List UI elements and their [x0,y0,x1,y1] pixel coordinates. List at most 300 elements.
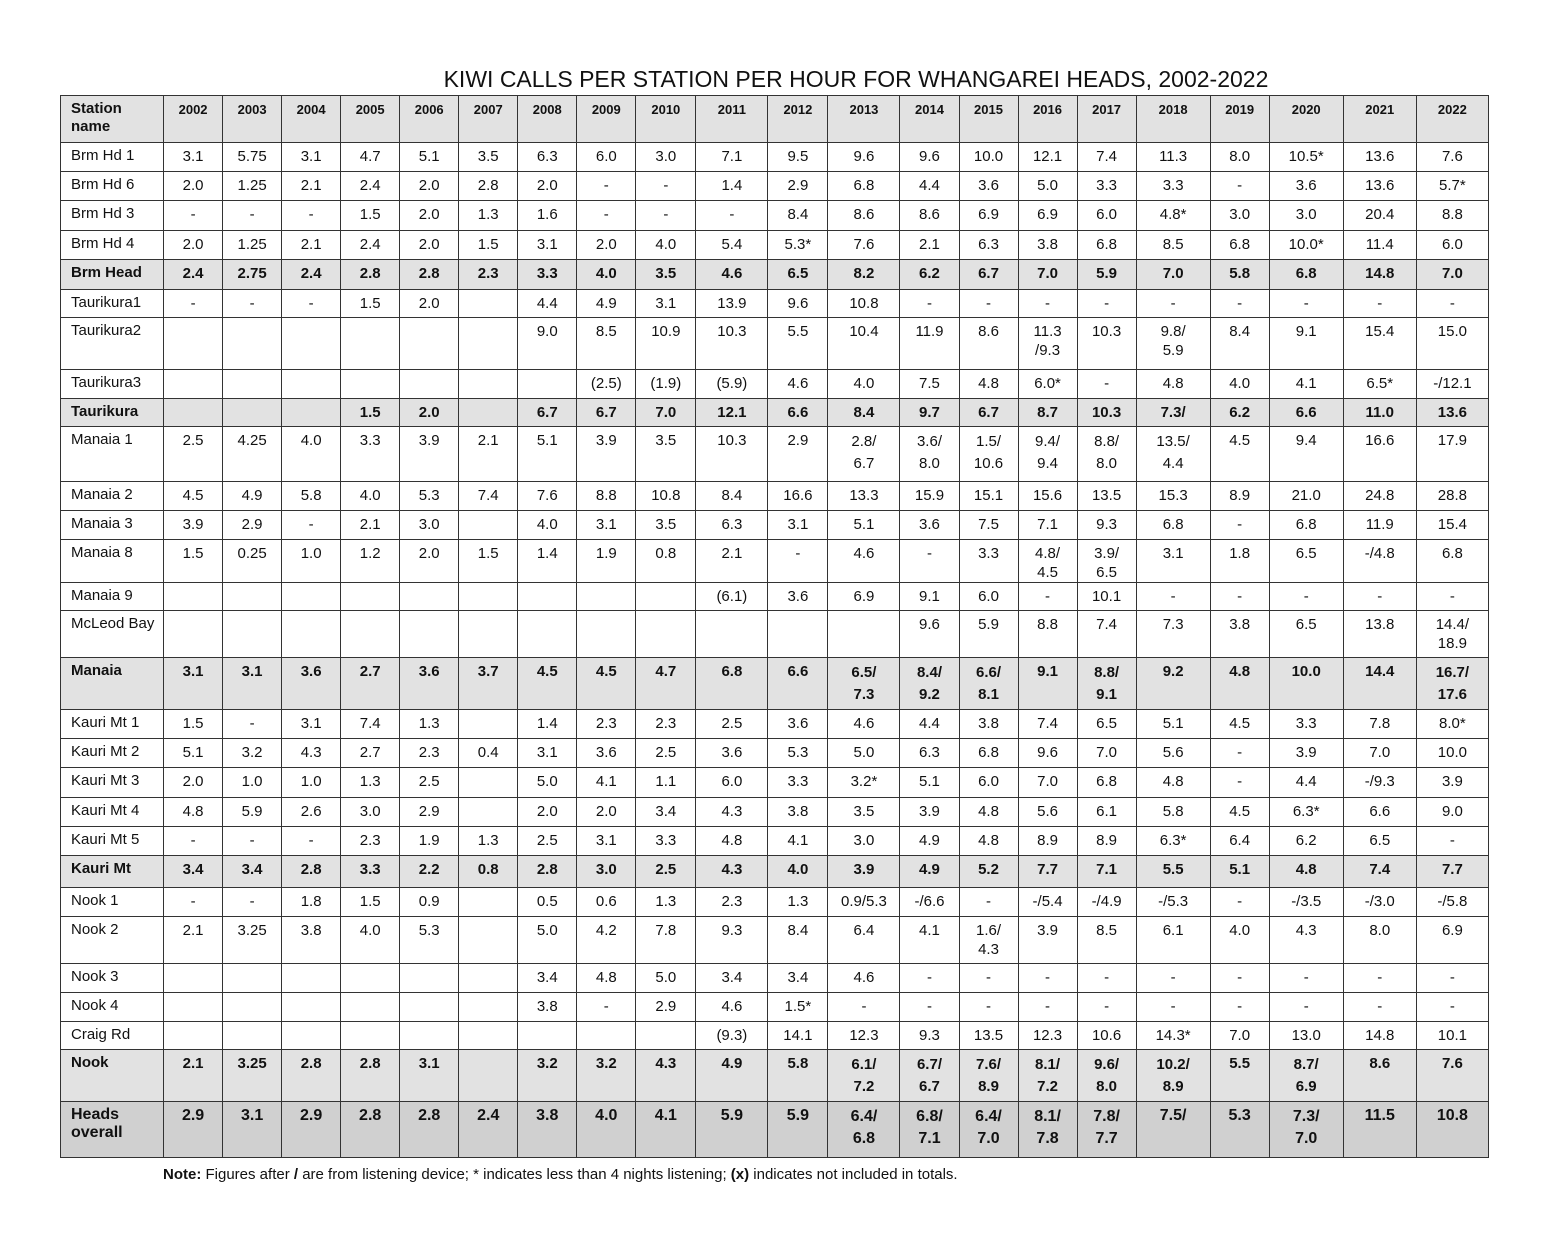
value-cell [636,583,696,611]
value-cell: 6.5 [1077,710,1136,739]
value-cell: 15.9 [900,482,959,511]
value-cell [341,583,400,611]
note-label: Note: [163,1166,202,1183]
value-cell: 2.6 [282,798,341,827]
value-cell: 5.75 [223,143,282,172]
value-cell: 3.3 [1269,710,1343,739]
value-cell: - [1077,290,1136,318]
value-cell: 3.1 [1136,540,1210,583]
station-name-cell: Taurikura2 [61,318,164,370]
value-cell: 5.3 [1210,1102,1269,1158]
value-cell: 11.0 [1343,399,1416,427]
value-cell: 9.6 [900,611,959,658]
value-cell: 1.3 [341,768,400,798]
value-cell: 13.3 [828,482,900,511]
value-cell [828,611,900,658]
value-cell [459,511,518,540]
value-cell: 3.5 [459,143,518,172]
value-cell: 8.9 [1018,827,1077,856]
value-cell: 2.1 [282,172,341,201]
value-cell: 2.3 [341,827,400,856]
value-cell: - [1077,993,1136,1022]
value-cell: 6.1/ 7.2 [828,1050,900,1102]
table-row [61,143,1489,172]
year-header: 2004 [282,96,341,143]
value-cell: - [828,993,900,1022]
value-cell: -/5.3 [1136,888,1210,917]
value-cell: 13.6 [1343,172,1416,201]
station-name-cell: Craig Rd [61,1022,164,1050]
value-cell: 2.8 [282,856,341,888]
value-cell: 13.9 [696,290,768,318]
value-cell: 4.0 [341,917,400,964]
value-cell: 3.6 [768,710,828,739]
value-cell: 2.1 [164,917,223,964]
value-cell: 4.1 [636,1102,696,1158]
note-slash: / [293,1166,299,1183]
value-cell: 6.4 [1210,827,1269,856]
year-header: 2009 [577,96,636,143]
value-cell: 6.4/ 6.8 [828,1102,900,1158]
value-cell: - [1416,964,1488,993]
value-cell: 2.9 [768,427,828,482]
value-cell: 3.3 [959,540,1018,583]
value-cell: 4.1 [1269,370,1343,399]
value-cell: 7.0 [1416,260,1488,290]
value-cell: 0.5 [518,888,577,917]
value-cell: 2.0 [164,768,223,798]
table-row [61,427,1489,482]
value-cell: 6.8 [1416,540,1488,583]
value-cell [459,370,518,399]
value-cell: 3.2 [577,1050,636,1102]
value-cell: 8.6 [900,201,959,231]
value-cell: 6.6 [1269,399,1343,427]
station-name-cell: Brm Hd 6 [61,172,164,201]
value-cell: 3.8 [518,1102,577,1158]
value-cell: 4.1 [900,917,959,964]
value-cell: 9.0 [518,318,577,370]
value-cell: 1.25 [223,231,282,260]
value-cell: 14.3* [1136,1022,1210,1050]
value-cell: 6.1 [1077,798,1136,827]
value-cell: 16.6 [1343,427,1416,482]
value-cell: 5.0 [828,739,900,768]
value-cell: 4.3 [282,739,341,768]
value-cell: 4.4 [900,710,959,739]
value-cell: 1.3 [400,710,459,739]
value-cell: 6.9 [959,201,1018,231]
value-cell: - [1210,739,1269,768]
value-cell: -/5.4 [1018,888,1077,917]
value-cell: 8.4/ 9.2 [900,658,959,710]
value-cell: - [1210,583,1269,611]
value-cell: 6.8 [1077,768,1136,798]
value-cell: 3.8 [1018,231,1077,260]
table-row [61,511,1489,540]
value-cell: 13.5 [959,1022,1018,1050]
value-cell: (2.5) [577,370,636,399]
value-cell [223,611,282,658]
value-cell: 0.4 [459,739,518,768]
value-cell: 8.8 [577,482,636,511]
value-cell: -/4.9 [1077,888,1136,917]
value-cell: 3.8 [768,798,828,827]
value-cell: 7.7 [1416,856,1488,888]
value-cell: 5.1 [1136,710,1210,739]
value-cell: 7.8/ 7.7 [1077,1102,1136,1158]
value-cell: 3.0 [636,143,696,172]
value-cell: - [1210,511,1269,540]
value-cell: 2.0 [400,172,459,201]
value-cell: 13.6 [1343,143,1416,172]
value-cell: 3.6/ 8.0 [900,427,959,482]
value-cell: 6.7 [577,399,636,427]
note-text-3: indicates not included in totals. [749,1166,958,1183]
value-cell: 7.6 [828,231,900,260]
value-cell: 8.4 [828,399,900,427]
value-cell: -/6.6 [900,888,959,917]
value-cell: 3.6 [577,739,636,768]
value-cell: 3.25 [223,1050,282,1102]
value-cell: 8.5 [577,318,636,370]
value-cell: 7.4 [1077,143,1136,172]
value-cell: 4.5 [577,658,636,710]
value-cell: 15.4 [1416,511,1488,540]
value-cell: 10.4 [828,318,900,370]
value-cell: 1.5 [341,888,400,917]
value-cell: 3.3 [341,427,400,482]
value-cell: 4.3 [1269,917,1343,964]
value-cell: 6.8 [696,658,768,710]
value-cell: 2.8 [459,172,518,201]
value-cell: 8.4 [768,917,828,964]
value-cell: 4.5 [1210,427,1269,482]
value-cell: 5.0 [518,917,577,964]
value-cell: 3.3 [1077,172,1136,201]
table-row [61,964,1489,993]
station-name-cell: Kauri Mt 5 [61,827,164,856]
value-cell: 3.3 [518,260,577,290]
value-cell [459,583,518,611]
value-cell: 2.0 [400,231,459,260]
year-header: 2006 [400,96,459,143]
value-cell: 5.9 [223,798,282,827]
value-cell [164,611,223,658]
value-cell: (1.9) [636,370,696,399]
value-cell: 2.4 [341,231,400,260]
table-row [61,201,1489,231]
value-cell: 1.0 [282,768,341,798]
value-cell: 6.6/ 8.1 [959,658,1018,710]
table-row [61,768,1489,798]
value-cell: -/12.1 [1416,370,1488,399]
value-cell: 5.1 [900,768,959,798]
value-cell: 8.1/ 7.2 [1018,1050,1077,1102]
value-cell: 6.0 [696,768,768,798]
station-name-cell: Manaia 9 [61,583,164,611]
value-cell: 4.0 [341,482,400,511]
value-cell: 5.6 [1018,798,1077,827]
value-cell: 8.9 [1210,482,1269,511]
value-cell: 7.0 [1136,260,1210,290]
value-cell: 6.4/ 7.0 [959,1102,1018,1158]
value-cell: 1.3 [636,888,696,917]
value-cell: - [1416,827,1488,856]
value-cell: 1.8 [282,888,341,917]
value-cell: 3.6 [400,658,459,710]
value-cell: 4.8 [959,370,1018,399]
station-name-cell: Manaia 1 [61,427,164,482]
value-cell: 2.75 [223,260,282,290]
value-cell: 5.8 [1136,798,1210,827]
station-name-cell: Manaia [61,658,164,710]
value-cell: 3.9 [577,427,636,482]
overall-row [61,1102,1489,1158]
value-cell: 8.7/ 6.9 [1269,1050,1343,1102]
table-row [61,827,1489,856]
value-cell: 3.6 [959,172,1018,201]
value-cell: 4.5 [1210,710,1269,739]
value-cell: - [1343,993,1416,1022]
value-cell: 7.4 [341,710,400,739]
value-cell: 3.6 [1269,172,1343,201]
value-cell: 4.7 [636,658,696,710]
value-cell: 10.8 [828,290,900,318]
station-name-cell: Kauri Mt [61,856,164,888]
value-cell: 4.8 [959,827,1018,856]
value-cell: 5.0 [636,964,696,993]
value-cell: 6.0 [577,143,636,172]
value-cell: 10.3 [696,427,768,482]
value-cell: 5.1 [828,511,900,540]
value-cell: 6.8/ 7.1 [900,1102,959,1158]
value-cell: 2.0 [518,172,577,201]
value-cell: 14.8 [1343,260,1416,290]
value-cell: 16.7/ 17.6 [1416,658,1488,710]
value-cell: 3.1 [282,143,341,172]
value-cell: 1.5 [459,540,518,583]
value-cell: 2.5 [636,739,696,768]
value-cell: 6.0 [959,583,1018,611]
value-cell [696,611,768,658]
year-header: 2015 [959,96,1018,143]
value-cell: 7.5/ [1136,1102,1210,1158]
value-cell [400,993,459,1022]
value-cell [636,611,696,658]
value-cell: 3.4 [223,856,282,888]
value-cell: - [282,201,341,231]
value-cell: 7.0 [1343,739,1416,768]
value-cell [768,611,828,658]
value-cell: - [900,964,959,993]
value-cell: 4.6 [828,964,900,993]
value-cell: 4.8 [1269,856,1343,888]
value-cell [164,1022,223,1050]
value-cell: - [1416,583,1488,611]
value-cell: 6.5 [1269,611,1343,658]
value-cell: - [900,540,959,583]
value-cell: 6.0* [1018,370,1077,399]
value-cell: 6.5 [1343,827,1416,856]
value-cell: 10.9 [636,318,696,370]
value-cell: 9.5 [768,143,828,172]
value-cell: 3.6 [900,511,959,540]
value-cell: 6.0 [1416,231,1488,260]
value-cell [223,964,282,993]
value-cell: 8.5 [1136,231,1210,260]
value-cell: 3.7 [459,658,518,710]
value-cell: 7.0 [636,399,696,427]
year-header: 2011 [696,96,768,143]
table-row [61,798,1489,827]
value-cell: 2.8 [341,260,400,290]
value-cell: 3.4 [768,964,828,993]
value-cell: 3.0 [1269,201,1343,231]
value-cell: 7.1 [1077,856,1136,888]
value-cell: - [1136,964,1210,993]
value-cell: 4.4 [518,290,577,318]
note-text-1: Figures after [201,1166,294,1183]
value-cell: 21.0 [1269,482,1343,511]
value-cell: 4.6 [696,260,768,290]
value-cell [400,964,459,993]
table-row [61,739,1489,768]
value-cell: 10.0 [959,143,1018,172]
value-cell: - [768,540,828,583]
value-cell: - [1018,993,1077,1022]
value-cell: - [164,290,223,318]
value-cell: 2.8 [400,260,459,290]
value-cell: 1.6/ 4.3 [959,917,1018,964]
value-cell: 3.2 [518,1050,577,1102]
value-cell: 6.3 [959,231,1018,260]
year-header: 2016 [1018,96,1077,143]
note-text-2: are from listening device; * indicates less than 4 nights listening; [298,1166,731,1183]
value-cell: 3.6 [696,739,768,768]
value-cell: 2.1 [696,540,768,583]
value-cell: 2.1 [164,1050,223,1102]
value-cell: 2.8 [341,1050,400,1102]
station-name-cell: Brm Hd 3 [61,201,164,231]
value-cell [459,888,518,917]
value-cell: - [636,201,696,231]
value-cell: 8.0 [1210,143,1269,172]
value-cell: 4.0 [518,511,577,540]
value-cell [223,370,282,399]
value-cell: 4.0 [1210,917,1269,964]
value-cell [400,583,459,611]
value-cell [518,611,577,658]
value-cell: 1.5* [768,993,828,1022]
value-cell: 5.6 [1136,739,1210,768]
value-cell: 5.5 [1210,1050,1269,1102]
value-cell: 4.8 [959,798,1018,827]
table-row [61,611,1489,658]
station-name-cell: Kauri Mt 4 [61,798,164,827]
value-cell: 5.1 [1210,856,1269,888]
value-cell: 4.9 [223,482,282,511]
value-cell: 6.9 [1018,201,1077,231]
value-cell: 2.3 [577,710,636,739]
value-cell: - [223,827,282,856]
value-cell: 2.8 [400,1102,459,1158]
value-cell: - [1343,290,1416,318]
value-cell [341,1022,400,1050]
year-header: 2002 [164,96,223,143]
value-cell: 4.0 [282,427,341,482]
value-cell: - [1018,290,1077,318]
value-cell: 6.7/ 6.7 [900,1050,959,1102]
value-cell: 4.0 [577,260,636,290]
value-cell: 2.1 [900,231,959,260]
value-cell: 13.5 [1077,482,1136,511]
value-cell [577,1022,636,1050]
value-cell: 3.9 [1018,917,1077,964]
value-cell: 2.9 [768,172,828,201]
value-cell: - [282,290,341,318]
value-cell: 5.8 [282,482,341,511]
table-row [61,172,1489,201]
value-cell: 0.8 [636,540,696,583]
value-cell: 6.5 [768,260,828,290]
value-cell: 3.5 [828,798,900,827]
value-cell: 1.5 [459,231,518,260]
value-cell: - [959,888,1018,917]
value-cell [459,710,518,739]
value-cell: 0.8 [459,856,518,888]
value-cell: - [577,201,636,231]
value-cell: 15.3 [1136,482,1210,511]
value-cell: 2.3 [400,739,459,768]
value-cell: 3.8 [1210,611,1269,658]
value-cell: 6.5* [1343,370,1416,399]
value-cell: 1.3 [768,888,828,917]
value-cell: 3.1 [518,231,577,260]
value-cell: 6.1 [1136,917,1210,964]
value-cell [400,318,459,370]
value-cell: 7.0 [1018,260,1077,290]
value-cell: 6.7 [959,399,1018,427]
value-cell [164,964,223,993]
value-cell: 4.9 [900,856,959,888]
value-cell: 3.3 [1136,172,1210,201]
value-cell [282,370,341,399]
value-cell: 6.6 [768,399,828,427]
value-cell: 10.8 [1416,1102,1488,1158]
value-cell: 17.9 [1416,427,1488,482]
value-cell: 4.8 [1136,768,1210,798]
value-cell: 10.0 [1416,739,1488,768]
value-cell: 4.0 [828,370,900,399]
value-cell: 3.0 [400,511,459,540]
value-cell: 3.1 [282,710,341,739]
value-cell: 3.0 [577,856,636,888]
value-cell: 15.0 [1416,318,1488,370]
value-cell: 3.4 [696,964,768,993]
value-cell: 3.3 [341,856,400,888]
value-cell [164,318,223,370]
value-cell: 3.8 [518,993,577,1022]
value-cell [223,318,282,370]
value-cell: 6.9 [828,583,900,611]
value-cell: 2.0 [400,540,459,583]
value-cell: - [900,290,959,318]
value-cell: 8.4 [1210,318,1269,370]
year-header: 2020 [1269,96,1343,143]
table-row [61,1022,1489,1050]
value-cell: 3.1 [400,1050,459,1102]
